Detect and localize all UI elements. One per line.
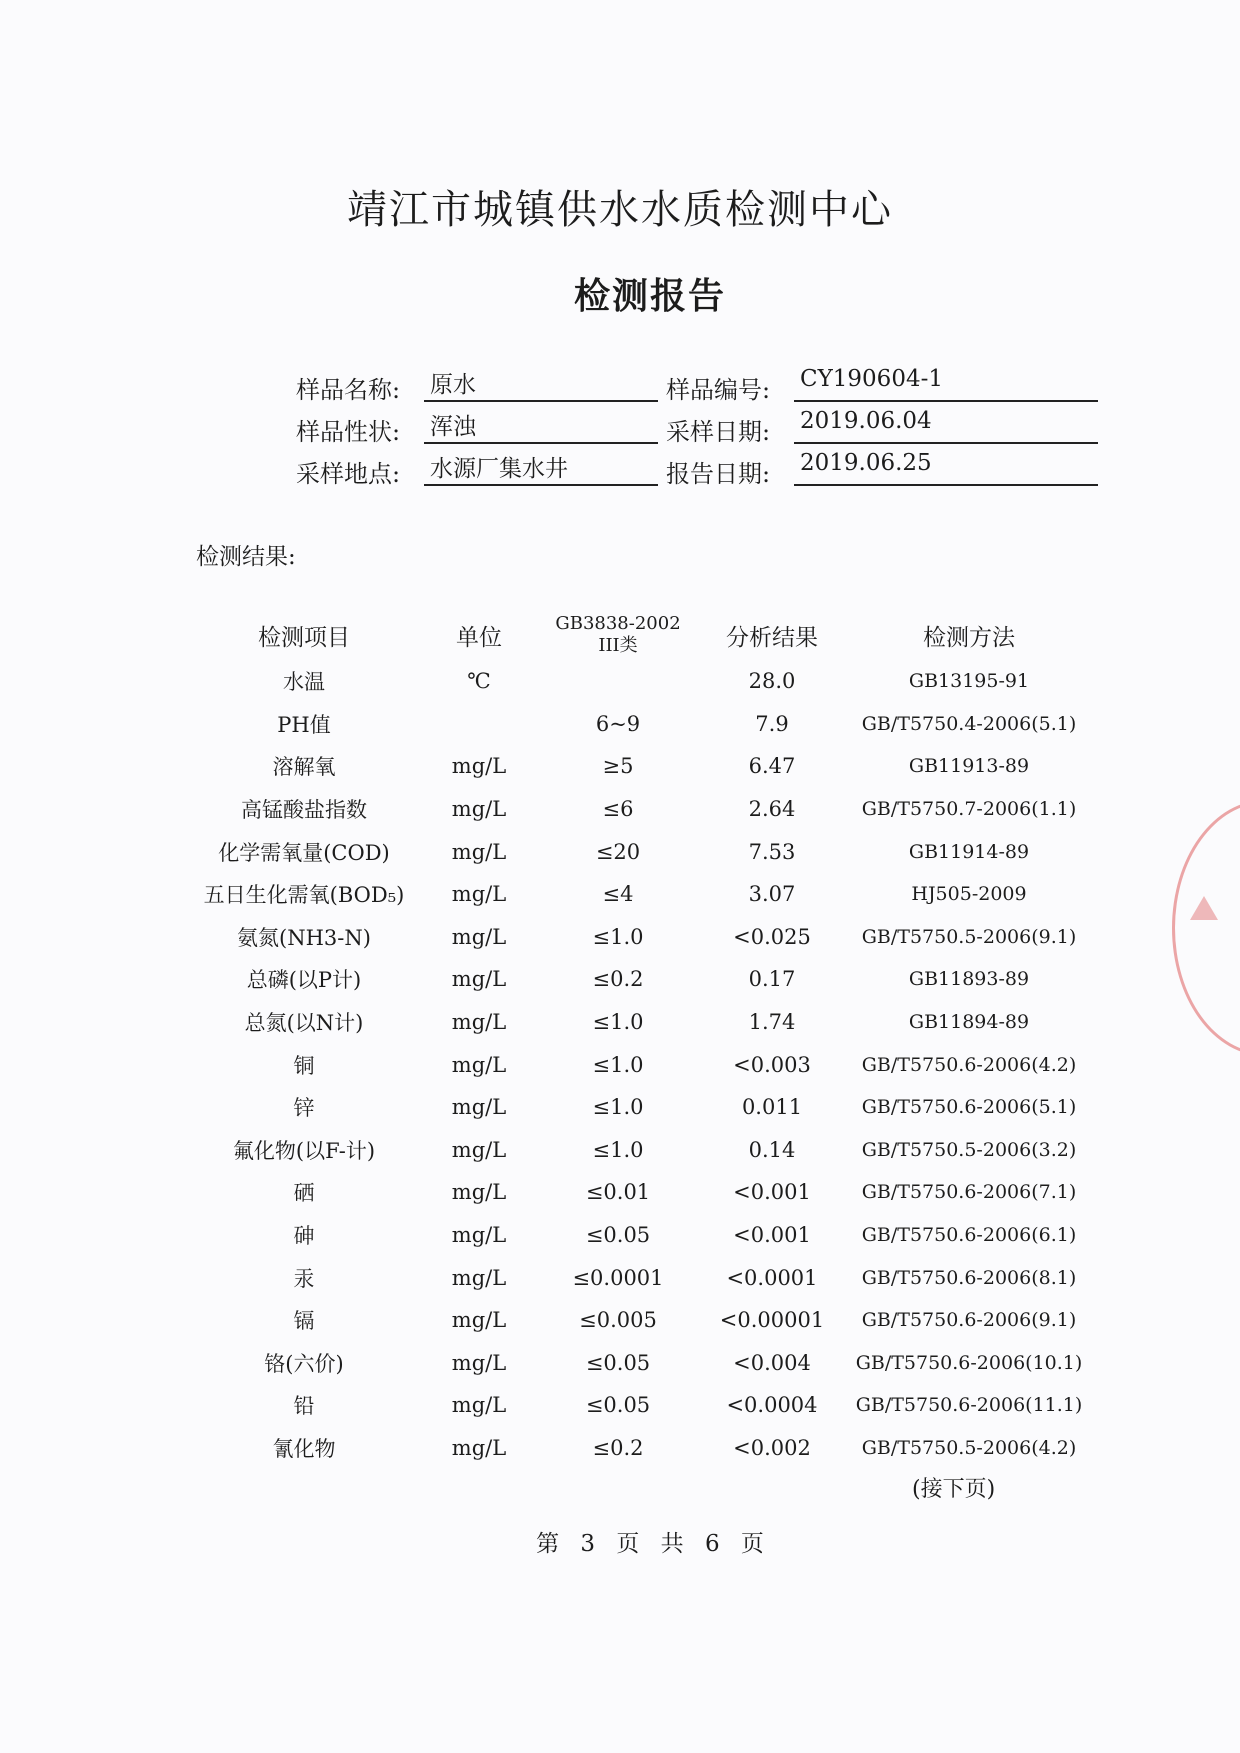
- cell-result: 28.0: [748, 669, 796, 694]
- cell-method: GB11893-89: [908, 968, 1030, 991]
- cell-standard: ≤4: [602, 882, 634, 907]
- cell-unit: mg/L: [451, 1265, 507, 1290]
- cell-unit: mg/L: [451, 1435, 507, 1460]
- report-date-value: 2019.06.25: [794, 450, 1098, 486]
- cell-unit: mg/L: [451, 1223, 507, 1248]
- header-standard: [540, 610, 696, 660]
- cell-unit: [418, 703, 540, 746]
- sample-name-value: 原水: [424, 366, 658, 402]
- header-item: 检测项目: [258, 624, 350, 651]
- cell-result: 7.9: [755, 711, 789, 736]
- cell-unit: mg/L: [451, 1095, 507, 1120]
- cell-method: GB/T5750.7-2006(1.1): [861, 798, 1077, 821]
- cell-unit: ℃: [467, 669, 491, 694]
- cell-standard: ≤1.0: [592, 1010, 644, 1035]
- cell-item: 铜: [293, 1053, 315, 1078]
- cell-result: 0.17: [748, 967, 796, 992]
- cell-standard: ≥5: [602, 754, 634, 779]
- cell-result: 0.14: [748, 1137, 796, 1162]
- cell-result: <0.025: [733, 924, 811, 949]
- cell-standard: [540, 660, 696, 703]
- info-row-name: [296, 366, 1106, 406]
- cell-unit: mg/L: [451, 967, 507, 992]
- cell-unit: mg/L: [451, 754, 507, 779]
- cell-method: GB11913-89: [908, 755, 1030, 778]
- table-row: [190, 703, 1090, 746]
- cell-item: 氨氮(NH3-N): [237, 925, 371, 950]
- results-header-row: [190, 610, 1090, 660]
- cell-item: 总磷(以P计): [246, 968, 362, 993]
- cell-result: 6.47: [748, 754, 796, 779]
- table-row: [190, 1171, 1090, 1214]
- table-row: [190, 1001, 1090, 1044]
- cell-result: 0.011: [741, 1095, 803, 1120]
- cell-standard: ≤0.05: [585, 1223, 651, 1248]
- seal-stamp: [1172, 800, 1240, 1056]
- cell-standard: ≤6: [602, 797, 634, 822]
- cell-result: <0.002: [733, 1435, 811, 1460]
- cell-result: 3.07: [748, 882, 796, 907]
- cell-item: 总氮(以N计): [244, 1011, 364, 1036]
- cell-standard: ≤0.2: [592, 967, 644, 992]
- cell-method: GB/T5750.6-2006(9.1): [861, 1309, 1077, 1332]
- info-row-state: [296, 408, 1106, 448]
- cell-item: 氰化物: [272, 1436, 336, 1461]
- table-row: [190, 958, 1090, 1001]
- cell-item: 溶解氧: [272, 755, 336, 780]
- cell-standard: ≤1.0: [592, 1095, 644, 1120]
- table-row: [190, 1256, 1090, 1299]
- table-row: [190, 1129, 1090, 1172]
- cell-method: GB/T5750.5-2006(4.2): [861, 1436, 1077, 1459]
- cell-standard: ≤0.2: [592, 1435, 644, 1460]
- cell-unit: mg/L: [451, 924, 507, 949]
- cell-method: GB/T5750.6-2006(5.1): [861, 1096, 1077, 1119]
- cell-method: GB/T5750.6-2006(4.2): [861, 1053, 1077, 1076]
- cell-item: 氟化物(以F-计): [232, 1138, 376, 1163]
- cell-unit: mg/L: [451, 1137, 507, 1162]
- table-row: [190, 1214, 1090, 1257]
- header-method: 检测方法: [923, 624, 1015, 651]
- table-row: [190, 660, 1090, 703]
- cell-standard: ≤0.05: [585, 1393, 651, 1418]
- table-row: [190, 916, 1090, 959]
- cell-item: 铅: [293, 1394, 315, 1419]
- cell-item: 锌: [293, 1096, 315, 1121]
- cell-method: GB/T5750.6-2006(10.1): [855, 1351, 1083, 1374]
- cell-unit: mg/L: [451, 1010, 507, 1035]
- cell-result: <0.004: [733, 1350, 811, 1375]
- report-date-label: 报告日期:: [666, 460, 771, 488]
- sample-location-label: 采样地点:: [296, 460, 401, 488]
- cell-standard: ≤0.05: [585, 1350, 651, 1375]
- cell-result: <0.0001: [726, 1265, 818, 1290]
- table-row: [190, 788, 1090, 831]
- cell-item: 硒: [293, 1181, 315, 1206]
- sample-location-value: 水源厂集水井: [424, 450, 658, 486]
- cell-item: 砷: [293, 1224, 315, 1249]
- cell-result: <0.00001: [719, 1308, 825, 1333]
- cell-unit: mg/L: [451, 1308, 507, 1333]
- info-row-location: [296, 450, 1106, 490]
- header-standard-line2: III类: [598, 635, 638, 656]
- cell-method: GB/T5750.6-2006(8.1): [861, 1266, 1077, 1289]
- sample-name-label: 样品名称:: [296, 376, 401, 404]
- cell-unit: mg/L: [451, 882, 507, 907]
- cell-item: 镉: [293, 1309, 315, 1334]
- cell-standard: ≤20: [595, 839, 641, 864]
- cell-unit: mg/L: [451, 1052, 507, 1077]
- sample-state-value: 浑浊: [424, 408, 658, 444]
- cell-item: 水温: [283, 670, 325, 695]
- cell-result: 7.53: [748, 839, 796, 864]
- sample-state-label: 样品性状:: [296, 418, 401, 446]
- table-row: [190, 745, 1090, 788]
- cell-standard: ≤0.005: [579, 1308, 657, 1333]
- cell-standard: ≤0.0001: [572, 1265, 664, 1290]
- table-row: [190, 1342, 1090, 1385]
- cell-item: 汞: [293, 1266, 315, 1291]
- results-body: [190, 660, 1090, 1469]
- cell-method: GB/T5750.5-2006(9.1): [861, 925, 1077, 948]
- cell-method: GB11914-89: [908, 840, 1030, 863]
- table-row: [190, 1299, 1090, 1342]
- report-title: 检测报告: [573, 275, 726, 317]
- cell-unit: mg/L: [451, 1350, 507, 1375]
- cell-result: <0.0004: [726, 1393, 818, 1418]
- sample-date-value: 2019.06.04: [794, 408, 1098, 444]
- cell-item: 五日生化需氧(BOD₅): [203, 883, 405, 908]
- cell-method: GB/T5750.4-2006(5.1): [861, 712, 1077, 735]
- cell-result: <0.001: [733, 1180, 811, 1205]
- sample-date-label: 采样日期:: [666, 418, 771, 446]
- header-standard-line1: GB3838-2002: [555, 613, 681, 634]
- table-row: [190, 1384, 1090, 1427]
- cell-unit: mg/L: [451, 797, 507, 822]
- cell-result: 2.64: [748, 797, 796, 822]
- cell-method: GB11894-89: [908, 1011, 1030, 1034]
- cell-item: 铬(六价): [264, 1351, 344, 1376]
- cell-unit: mg/L: [451, 839, 507, 864]
- cell-item: 化学需氧量(COD): [218, 840, 390, 865]
- cell-unit: mg/L: [451, 1393, 507, 1418]
- sample-id-label: 样品编号:: [666, 376, 771, 404]
- cell-method: GB/T5750.6-2006(11.1): [855, 1394, 1083, 1417]
- cell-standard: 6~9: [595, 711, 641, 736]
- cell-method: GB/T5750.5-2006(3.2): [861, 1138, 1077, 1161]
- cell-method: GB/T5750.6-2006(7.1): [861, 1181, 1077, 1204]
- continue-note: (接下页): [912, 1477, 996, 1502]
- cell-item: 高锰酸盐指数: [241, 798, 367, 823]
- cell-result: 1.74: [748, 1010, 796, 1035]
- cell-standard: ≤1.0: [592, 1052, 644, 1077]
- results-table: [190, 610, 1090, 1469]
- cell-standard: ≤1.0: [592, 1137, 644, 1162]
- header-result: 分析结果: [726, 624, 818, 651]
- cell-method: GB/T5750.6-2006(6.1): [861, 1224, 1077, 1247]
- cell-result: <0.001: [733, 1223, 811, 1248]
- table-row: [190, 1427, 1090, 1470]
- page-number: 第 3 页 共 6 页: [536, 1531, 764, 1557]
- table-row: [190, 830, 1090, 873]
- cell-standard: ≤0.01: [585, 1180, 651, 1205]
- table-row: [190, 873, 1090, 916]
- cell-result: <0.003: [733, 1052, 811, 1077]
- cell-method: HJ505-2009: [911, 883, 1027, 906]
- header-unit: 单位: [456, 624, 502, 651]
- table-row: [190, 1043, 1090, 1086]
- table-row: [190, 1086, 1090, 1129]
- seal-star-icon: [1190, 896, 1218, 920]
- results-section-label: 检测结果:: [196, 544, 296, 570]
- organization-title: 靖江市城镇供水水质检测中心: [347, 187, 893, 233]
- sample-id-value: CY190604-1: [794, 366, 1098, 402]
- cell-item: PH值: [277, 712, 331, 737]
- cell-method: GB13195-91: [908, 670, 1030, 693]
- cell-unit: mg/L: [451, 1180, 507, 1205]
- cell-standard: ≤1.0: [592, 924, 644, 949]
